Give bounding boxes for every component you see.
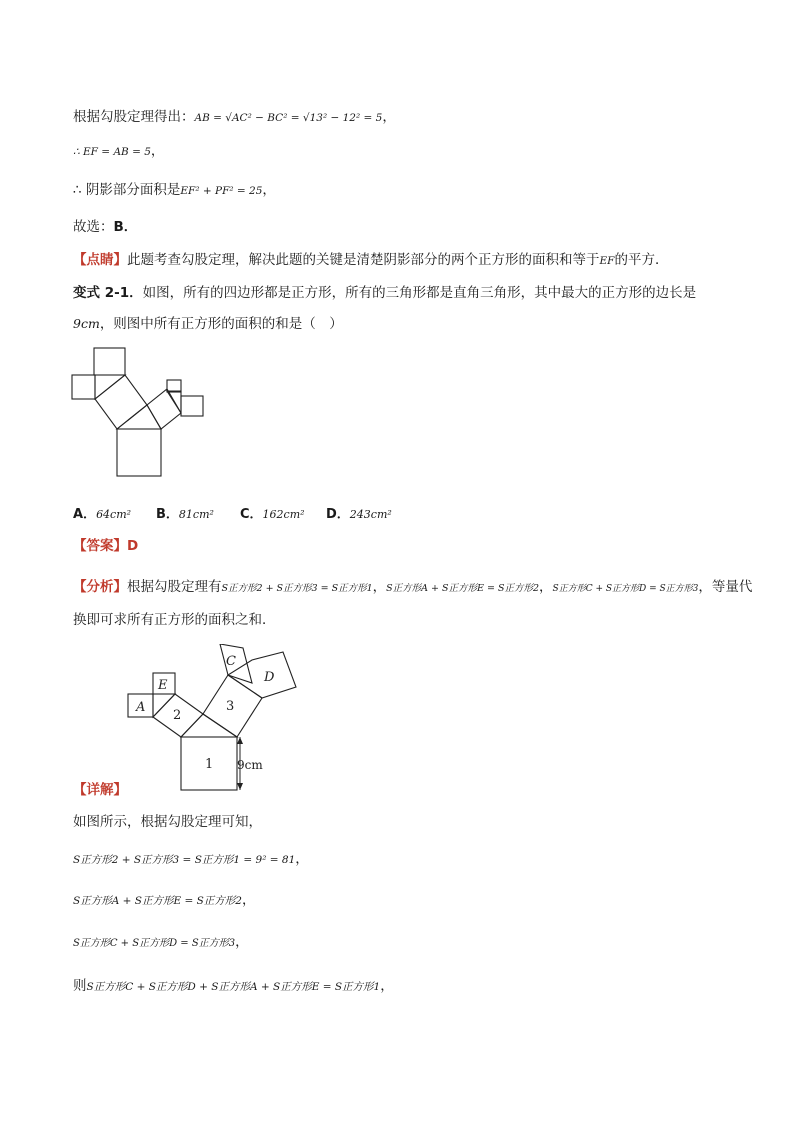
punct: ， — [262, 182, 276, 198]
arrow-top — [237, 737, 243, 744]
answer-value: D — [127, 538, 139, 554]
detail-eq-4 — [73, 976, 394, 997]
label-d: D — [264, 670, 275, 685]
analysis-line-2 — [73, 610, 276, 630]
formula-detail-2: S正方形A + S正方形E = S正方形2 — [73, 895, 242, 907]
question-line-1 — [73, 283, 696, 303]
square-small-top — [167, 380, 181, 392]
option-d[interactable] — [326, 503, 392, 522]
option-a[interactable] — [73, 503, 131, 522]
question-figure — [70, 346, 210, 478]
square-middle-left — [95, 375, 147, 429]
option-value: 81cm² — [178, 508, 214, 521]
solution-text: 根据勾股定理得出： — [73, 109, 195, 125]
label-1: 1 — [205, 757, 214, 772]
option-letter: B． — [156, 507, 179, 522]
square-top-left — [94, 348, 125, 375]
analysis-text: 根据勾股定理有 — [127, 579, 222, 595]
punct: ， — [241, 892, 256, 908]
option-value: 64cm² — [96, 508, 132, 521]
option-letter: A． — [73, 507, 97, 522]
question-text: 如图，所有的四边形都是正方形，所有的三角形都是直角三角形，其中最大的正方形的边长是 — [142, 285, 697, 301]
solution-line-1 — [73, 107, 396, 128]
question-tag: 变式 2-1． — [73, 285, 143, 301]
detail-eq-3 — [73, 932, 249, 954]
square-small-right — [181, 396, 203, 416]
analysis-tag: 【分析】 — [73, 579, 127, 595]
detail-tag-line — [73, 780, 127, 800]
answer-tag: 【答案】 — [73, 538, 127, 554]
analysis-tail: ，等量代 — [698, 579, 753, 595]
detail-eq-1 — [73, 849, 309, 870]
choice-line — [73, 217, 137, 237]
comment-tail: 的平方． — [614, 252, 669, 268]
formula-9cm: 9cm — [73, 316, 100, 331]
formula-detail-3: S正方形C + S正方形D = S正方形3 — [73, 938, 236, 949]
triangle-right — [167, 391, 181, 413]
solution-line-2 — [73, 141, 164, 162]
formula-ef-small: EF — [599, 255, 615, 267]
formula-area: EF² + PF² = 25 — [180, 185, 263, 197]
square-middle-right — [147, 389, 181, 429]
comment-line — [73, 250, 668, 271]
option-letter: C． — [240, 507, 263, 522]
detail-eq-2 — [73, 890, 255, 911]
square-left — [72, 375, 95, 399]
solution-line-3 — [73, 180, 276, 201]
label-a: A — [136, 700, 146, 715]
option-letter: D． — [326, 507, 350, 522]
choice-answer: B． — [113, 219, 138, 235]
option-value: 162cm² — [262, 508, 305, 521]
option-c[interactable] — [240, 503, 305, 522]
punct: ， — [382, 109, 396, 125]
label-3: 3 — [226, 699, 235, 714]
detail-tag: 【详解】 — [73, 782, 127, 798]
analysis-text-2: 换即可求所有正方形的面积之和． — [73, 612, 276, 628]
punct: ， — [235, 934, 249, 950]
option-b[interactable] — [156, 503, 214, 522]
formula-detail-1: S正方形2 + S正方形3 = S正方形1 = 9² = 81 — [73, 854, 296, 866]
analysis-figure — [124, 644, 300, 794]
question-line-2 — [73, 314, 343, 334]
question-text-2: ，则图中所有正方形的面积的和是（ ） — [99, 316, 343, 332]
square-large — [117, 429, 161, 476]
label-e: E — [158, 678, 168, 693]
label-9cm: 9cm — [237, 758, 263, 772]
punct: ， — [150, 143, 165, 159]
detail-pre: 则 — [73, 978, 87, 994]
formula-detail-4: S正方形C + S正方形D + S正方形A + S正方形E = S正方形1 — [86, 981, 381, 993]
formula-eq2: S正方形A + S正方形E = S正方形2 — [386, 583, 540, 594]
choice-label: 故选： — [73, 219, 114, 235]
formula-eq1: S正方形2 + S正方形3 = S正方形1 — [221, 583, 373, 594]
detail-intro-text: 如图所示，根据勾股定理可知， — [73, 814, 262, 830]
comment-tag: 【点睛】 — [73, 252, 127, 268]
answer-line — [73, 536, 138, 556]
analysis-line-1: 【分析】根据勾股定理有S正方形2 + S正方形3 = S正方形1，S正方形A + S正方形E = S正方形2，S正方形C + S正方形D = S正方形3，等量代 — [73, 579, 753, 595]
formula-ef: ∴ EF = AB = 5 — [73, 146, 151, 158]
punct: ， — [295, 851, 309, 867]
square-d — [228, 652, 296, 698]
label-c: C — [226, 654, 236, 669]
punct: ， — [380, 978, 394, 994]
formula-ab: AB = √AC² − BC² = √13² − 12² = 5 — [194, 112, 383, 124]
formula-eq3: S正方形C + S正方形D = S正方形3 — [552, 584, 699, 594]
solution-text: ∴ 阴影部分面积是 — [73, 182, 181, 198]
label-2: 2 — [173, 708, 182, 723]
detail-intro — [73, 812, 262, 832]
arrow-bottom — [237, 783, 243, 790]
comment-text: 此题考查勾股定理，解决此题的关键是清楚阴影部分的两个正方形的面积和等于 — [127, 252, 600, 268]
option-value: 243cm² — [349, 508, 392, 521]
